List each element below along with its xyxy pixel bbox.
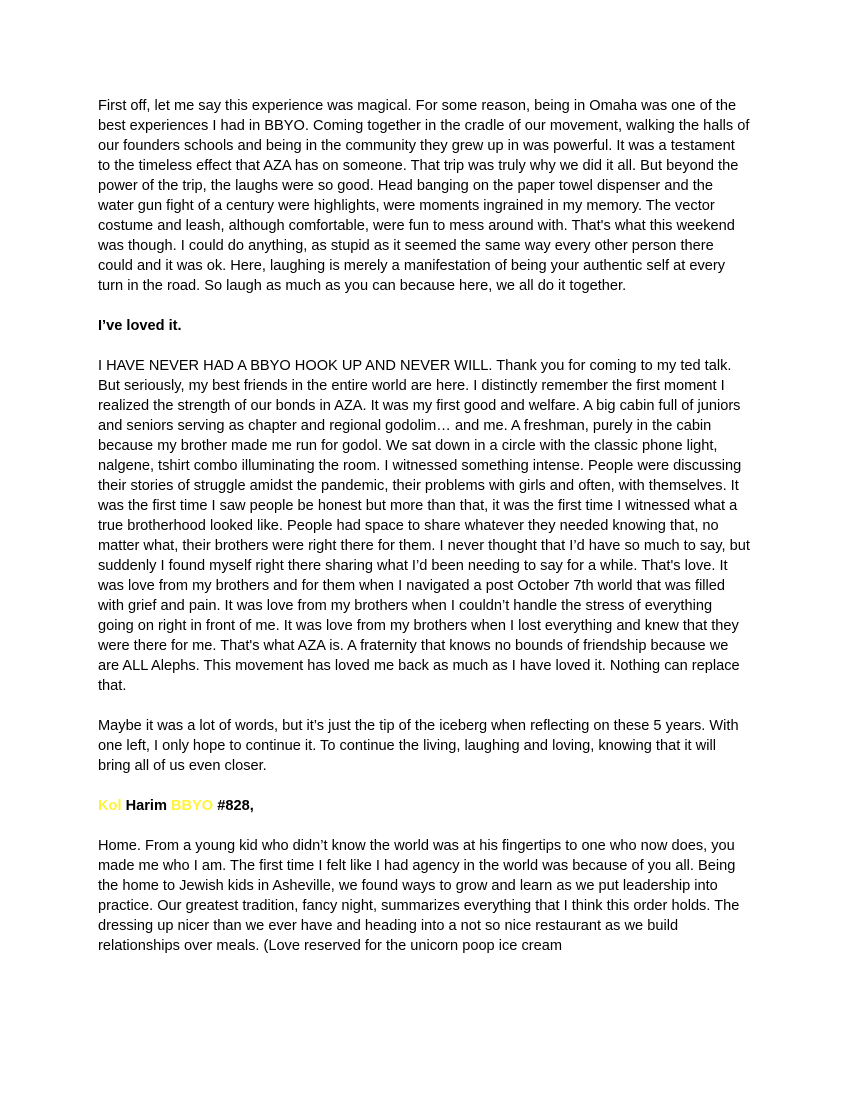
signature-harim: Harim [125,798,171,814]
paragraph-iceberg: Maybe it was a lot of words, but it’s just the tip of the iceberg when reflecting on these 5 years. With one left, I only hope to continue it. To continue the living, laughing and loving, knowing that it will bring all of us even closer. [98,718,739,774]
signature-bbyo: BBYO [171,798,214,814]
paragraph-brotherhood: I HAVE NEVER HAD A BBYO HOOK UP AND NEVER WILL. Thank you for coming to my ted talk. But seriously, my best friends in the entire world are here. I distinctly remember the first moment I realized the strength of our bonds in AZA. It was my first good and welfare. A big cabin full of juniors and seniors serving as chapter and regional godolim… and me. A freshman, purely in the cabin because my brother made me run for godol. We sat down in a circle with the classic phone light, nalgene, tshirt combo illuminating the room. I witnessed something intense. People were discussing their stories of struggle amidst the pandemic, their problems with girls and often, with themselves. It was the first time I saw people be honest but more than that, it was the first time I witnessed what a true brotherhood looked like. People had space to share whatever they needed knowing that, no matter what, their brothers were right there for them. I never thought that I’d have so much to say, but suddenly I found myself right there sharing what I’d been needing to say for a while. That's love. It was love from my brothers and for them when I navigated a post October 7th world that was filled with grief and pain. It was love from my brothers when I couldn’t handle the stress of everything going on right in front of me. It was love from my brothers when I lost everything and knew that they were there for me. That's what AZA is. A fraternity that knows no bounds of friendship because we are ALL Alephs. This movement has loved me back as much as I have loved it. Nothing can replace that. [98,358,750,694]
signature-line [98,796,750,816]
signature-kol: Kol [98,798,126,814]
signature-chapter-number: #828, [213,798,254,814]
loved-it-line: I’ve loved it. [98,318,182,334]
paragraph-omaha: First off, let me say this experience was magical. For some reason, being in Omaha was one of the best experiences I had in BBYO. Coming together in the cradle of our movement, walking the halls of our founders schools and being in the community they grew up in was powerful. It was a testament to the timeless effect that AZA has on someone. That trip was truly why we did it all. But beyond the power of the trip, the laughs were so good. Head banging on the paper towel dispenser and the water gun fight of a century were highlights, were moments ingrained in my memory. The vector costume and leash, although comfortable, were fun to mess around with. That's what this weekend was though. I could do anything, as stupid as it seemed the same way every other person there could and it was ok. Here, laughing is merely a manifestation of being your authentic self at every turn in the road. So laugh as much as you can because here, we all do it together. [98,98,750,294]
paragraph-home: Home. From a young kid who didn’t know the world was at his fingertips to one who now does, you made me who I am. The first time I felt like I had agency in the world was because of you all. Being the home to Jewish kids in Asheville, we found ways to grow and learn as we put leadership into practice. Our greatest tradition, fancy night, summarizes everything that I think this order holds. The dressing up nicer than we ever have and heading into a not so nice restaurant as we build relationships over meals. (Love reserved for the unicorn poop ice cream [98,838,740,954]
